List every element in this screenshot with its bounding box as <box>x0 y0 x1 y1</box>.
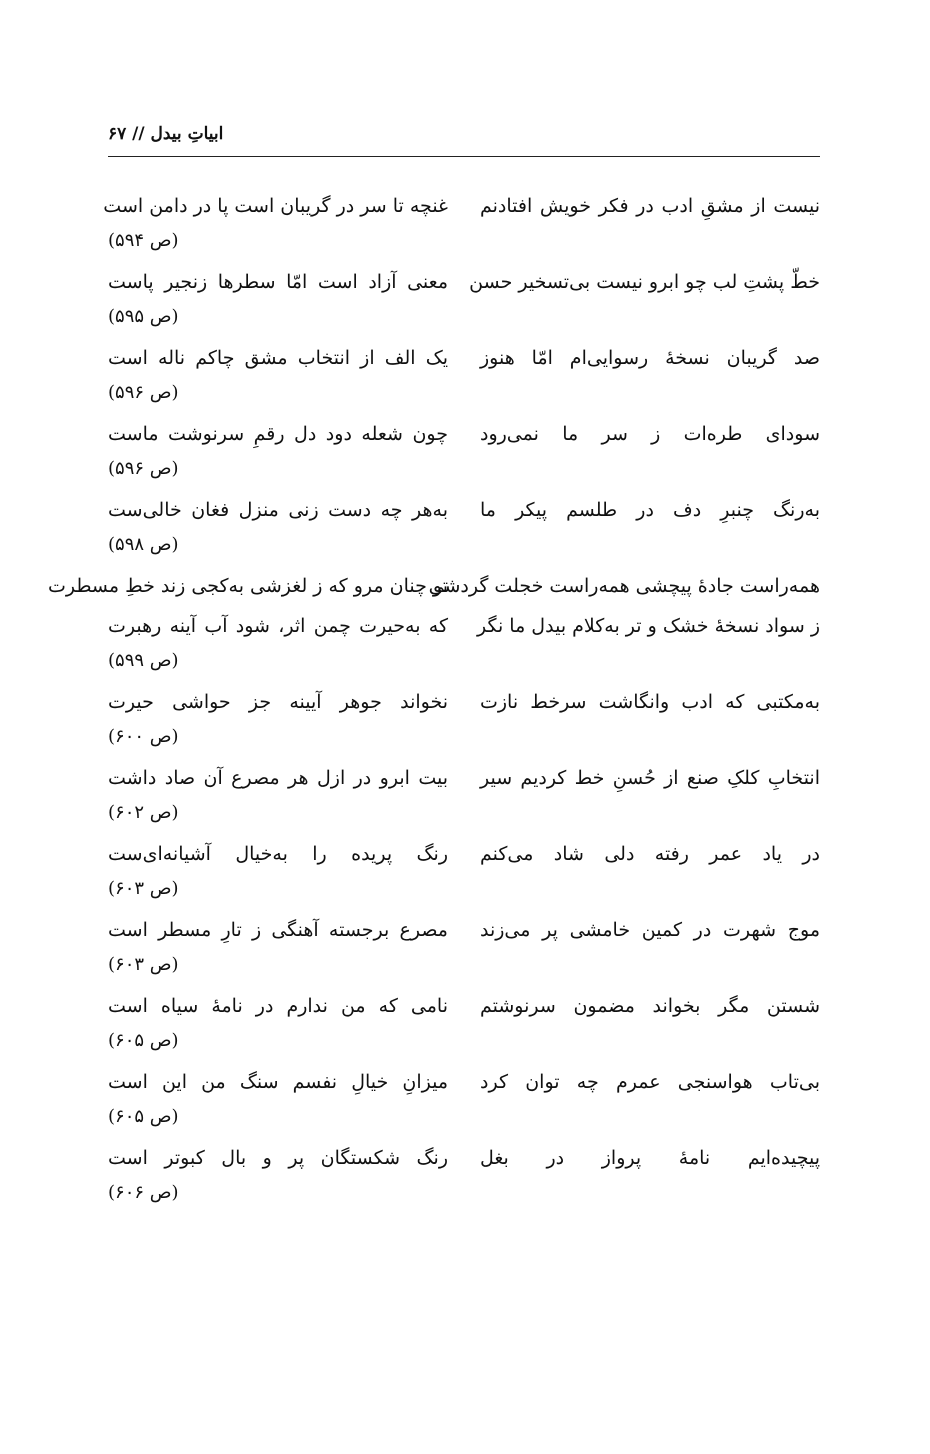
second-hemistich: رنگ پریده را به‌خیال آشیانه‌ای‌ست <box>108 843 448 865</box>
couplet <box>47 568 820 608</box>
second-hemistich: تو چنان مرو که ز لغزشی به‌کجی زند خطِ مسطرت <box>47 575 448 597</box>
second-hemistich: رنگ شکستگان پر و بال کبوتر است <box>108 1147 448 1169</box>
page-reference: (ص ۶۰۶) <box>108 1182 179 1203</box>
couplet <box>108 608 820 684</box>
page-reference: (ص ۵۹۴) <box>108 230 179 251</box>
first-hemistich: شستن مگر بخواند مضمون سرنوشتم <box>480 995 820 1017</box>
page-reference: (ص ۵۹۶) <box>108 382 179 403</box>
page-reference-row <box>108 1104 820 1140</box>
couplet-line <box>108 760 820 800</box>
page-reference-row <box>108 532 820 568</box>
couplet-line <box>103 188 820 228</box>
page-reference-row <box>108 1028 820 1064</box>
couplet <box>108 760 820 836</box>
page-reference-row <box>108 876 820 912</box>
couplet-line <box>108 264 820 304</box>
page-reference-row <box>108 228 820 264</box>
first-hemistich: ز سواد نسخهٔ خشک و تر به‌کلام بیدل ما نگر <box>477 615 820 637</box>
couplet-line <box>108 608 820 648</box>
first-hemistich: انتخابِ کلکِ صنع از حُسنِ خط کردیم سیر <box>480 767 820 789</box>
second-hemistich: به‌هر چه دست زنی منزل فغان خالی‌ست <box>108 499 448 521</box>
couplet-line <box>108 988 820 1028</box>
second-hemistich: میزانِ خیالِ نفسم سنگ من این است <box>108 1071 448 1093</box>
page-reference-row <box>108 724 820 760</box>
couplet <box>108 1140 820 1216</box>
first-hemistich: موج شهرت در کمین خامشی پر می‌زند <box>480 919 820 941</box>
page-reference: (ص ۶۰۵) <box>108 1106 179 1127</box>
second-hemistich: نخواند جوهر آیینه جز حواشی حیرت <box>108 691 448 713</box>
first-hemistich: به‌رنگ چنبرِ دف در طلسم پیکر ما <box>480 499 820 521</box>
first-hemistich: در یاد عمر رفته دلی شاد می‌کنم <box>480 843 820 865</box>
couplet <box>108 1064 820 1140</box>
couplet <box>108 340 820 416</box>
couplet-line <box>108 340 820 380</box>
page-reference-row <box>108 648 820 684</box>
couplet-line <box>108 492 820 532</box>
page-reference: (ص ۵۹۵) <box>108 306 179 327</box>
page-reference: (ص ۶۰۳) <box>108 954 179 975</box>
couplet <box>108 492 820 568</box>
running-header <box>108 118 820 157</box>
couplet-line <box>108 684 820 724</box>
page-reference: (ص ۵۹۸) <box>108 534 179 555</box>
first-hemistich: صد گریبان نسخهٔ رسوایی‌ام امّا هنوز <box>480 347 820 369</box>
header-title: ابیاتِ بیدل // ۶۷ <box>108 124 224 144</box>
page-reference: (ص ۶۰۲) <box>108 802 179 823</box>
page-reference: (ص ۶۰۰) <box>108 726 179 747</box>
page-reference-row <box>108 304 820 340</box>
page-reference-row <box>108 456 820 492</box>
page-reference-row <box>108 800 820 836</box>
second-hemistich: غنچه تا سر در گریبان است پا در دامن است <box>103 195 448 217</box>
couplet <box>108 988 820 1064</box>
second-hemistich: یک الف از انتخاب مشق چاکم ناله است <box>108 347 448 369</box>
second-hemistich: معنی آزاد است امّا سطرها زنجیر پاست <box>108 271 448 293</box>
couplet-line <box>108 912 820 952</box>
page-reference-row <box>108 952 820 988</box>
couplet-line <box>47 568 820 608</box>
second-hemistich: که به‌حیرت چمن اثر، شود آب آینه رهبرت <box>108 615 448 637</box>
verses-list <box>47 188 820 1216</box>
couplet-line <box>108 416 820 456</box>
first-hemistich: بی‌تاب هواسنجی عمرم چه توان کرد <box>480 1071 820 1093</box>
first-hemistich: نیست از مشقِ ادب در فکر خویش افتادنم <box>480 195 820 217</box>
second-hemistich: بیت ابرو در ازل هر مصرع آن صاد داشت <box>108 767 448 789</box>
couplet <box>108 684 820 760</box>
first-hemistich: پیچیده‌ایم نامهٔ پرواز در بغل <box>480 1147 820 1169</box>
couplet <box>108 264 820 340</box>
couplet-line <box>108 1140 820 1180</box>
second-hemistich: نامی که من ندارم در نامهٔ سیاه است <box>108 995 448 1017</box>
first-hemistich: به‌مکتبی که ادب وانگاشت سرخط نازت <box>480 691 820 713</box>
second-hemistich: چون شعله دود دل رقمِ سرنوشت ماست <box>108 423 448 445</box>
second-hemistich: مصرع برجسته آهنگی ز تارِ مسطر است <box>108 919 448 941</box>
couplet <box>103 188 820 264</box>
first-hemistich: سودای طره‌ات ز سر ما نمی‌رود <box>480 423 820 445</box>
first-hemistich: خطّ پشتِ لب چو ابرو نیست بی‌تسخیر حسن <box>469 271 820 293</box>
page-reference: (ص ۶۰۳) <box>108 878 179 899</box>
page-reference: (ص ۵۹۹) <box>108 650 179 671</box>
couplet-line <box>108 836 820 876</box>
first-hemistich: همه‌راست جادهٔ پیچشی همه‌راست خجلت گردشی <box>428 575 820 597</box>
page-reference-row <box>108 380 820 416</box>
couplet <box>108 912 820 988</box>
couplet <box>108 836 820 912</box>
page-reference-row <box>108 1180 820 1216</box>
couplet-line <box>108 1064 820 1104</box>
page-reference: (ص ۶۰۵) <box>108 1030 179 1051</box>
page-reference: (ص ۵۹۶) <box>108 458 179 479</box>
couplet <box>108 416 820 492</box>
